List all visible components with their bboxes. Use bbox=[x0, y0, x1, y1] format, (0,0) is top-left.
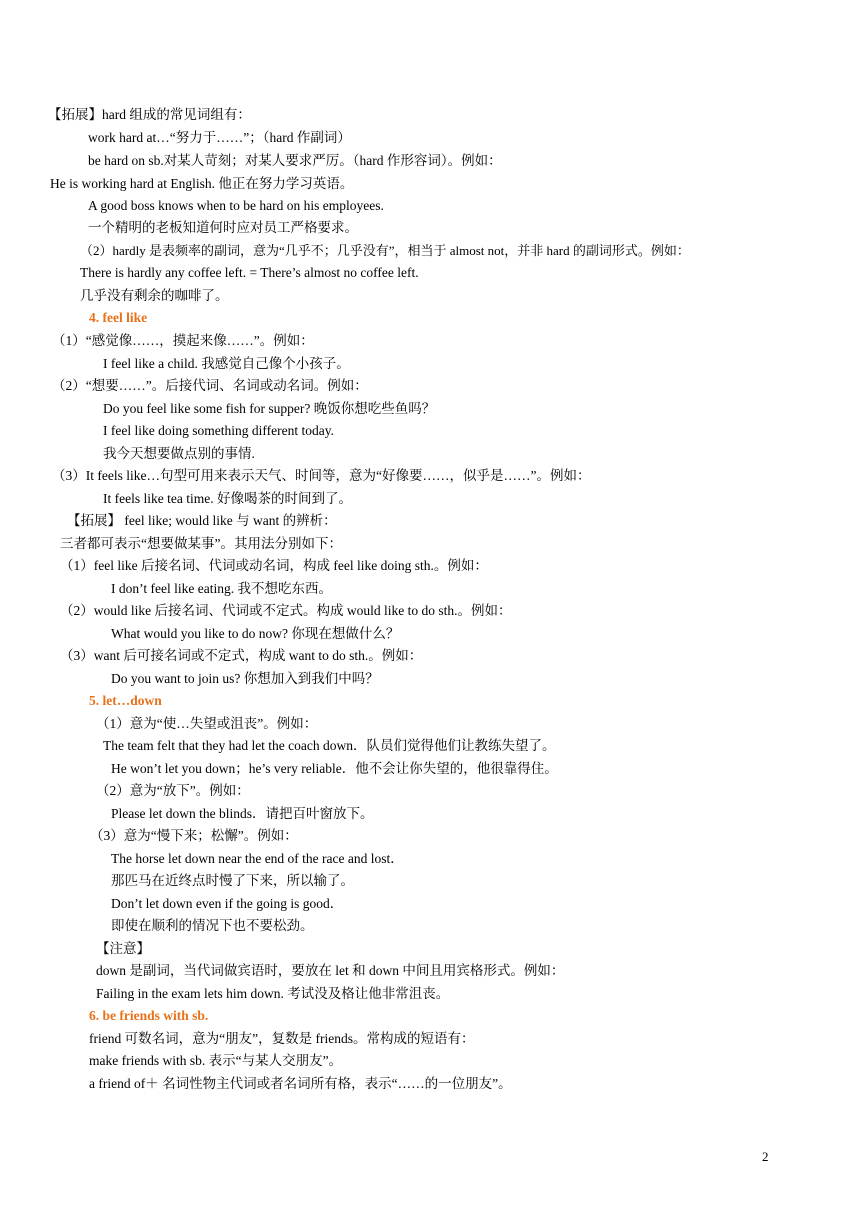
section-heading: 4. feel like bbox=[89, 310, 148, 325]
text-line: a friend of＋ 名词性物主代词或者名词所有格，表示“……的一位朋友”。 bbox=[89, 1076, 512, 1091]
text-line: I don’t feel like eating. 我不想吃东西。 bbox=[111, 581, 332, 596]
text-line: He won’t let you down；he’s very reliable．他不会让你失望的，他很靠得住。 bbox=[111, 761, 558, 776]
text-line: （2）意为“放下”。例如： bbox=[96, 783, 250, 798]
text-line: work hard at…“努力于……”；（hard 作副词） bbox=[88, 130, 351, 145]
text-line: I feel like doing something different today. bbox=[103, 423, 334, 438]
text-line: The horse let down near the end of the race and lost． bbox=[111, 851, 404, 866]
text-line: （2）“想要……”。后接代词、名词或动名词。例如： bbox=[52, 378, 368, 393]
text-line: 那匹马在近终点时慢了下来，所以输了。 bbox=[111, 873, 354, 888]
text-line: 即使在顺利的情况下也不要松劲。 bbox=[111, 918, 314, 933]
text-line: （3）It feels like…句型可用来表示天气、时间等，意为“好像要……，似乎是……”。例如： bbox=[52, 468, 591, 483]
text-line: （3）意为“慢下来；松懈”。例如： bbox=[90, 828, 298, 843]
text-line: It feels like tea time. 好像喝茶的时间到了。 bbox=[103, 491, 352, 506]
text-line: Failing in the exam lets him down. 考试没及格让他非常沮丧。 bbox=[96, 986, 450, 1001]
text-line: 我今天想要做点别的事情. bbox=[103, 446, 255, 461]
text-line: Do you want to join us? 你想加入到我们中吗？ bbox=[111, 671, 379, 686]
text-line: （2）would like 后接名词、代词或不定式。构成 would like to do sth.。例如： bbox=[60, 603, 512, 618]
text-line: Do you feel like some fish for supper? 晚饭你想吃些鱼吗？ bbox=[103, 401, 436, 416]
text-line: A good boss knows when to be hard on his employees. bbox=[88, 198, 384, 213]
text-line: 【拓展】 feel like; would like 与 want 的辨析： bbox=[67, 513, 337, 528]
text-line: He is working hard at English. 他正在努力学习英语。 bbox=[50, 176, 354, 191]
text-line: （1）“感觉像……，摸起来像……”。例如： bbox=[52, 333, 314, 348]
text-line: Don’t let down even if the going is good． bbox=[111, 896, 344, 911]
text-line: （2）hardly 是表频率的副词，意为“几乎不；几乎没有”，相当于 almost not，并非 hard 的副词形式。例如： bbox=[80, 243, 690, 258]
text-line: 【注意】 bbox=[96, 941, 150, 956]
text-line: Please let down the blinds．请把百叶窗放下。 bbox=[111, 806, 374, 821]
text-line: （3）want 后可接名词或不定式，构成 want to do sth.。例如： bbox=[60, 648, 423, 663]
text-line: be hard on sb.对某人苛刻；对某人要求严厉。（hard 作形容词）。例如： bbox=[88, 153, 502, 168]
text-line: （1）feel like 后接名词、代词或动名词，构成 feel like doing sth.。例如： bbox=[60, 558, 488, 573]
text-line: I feel like a child. 我感觉自己像个小孩子。 bbox=[103, 356, 350, 371]
text-line: What would you like to do now? 你现在想做什么？ bbox=[111, 626, 400, 641]
text-line: 一个精明的老板知道何时应对员工严格要求。 bbox=[88, 220, 358, 235]
section-heading: 5. let…down bbox=[89, 693, 162, 708]
text-line: There is hardly any coffee left. = There’s almost no coffee left. bbox=[80, 265, 419, 280]
text-line: 三者都可表示“想要做某事”。其用法分别如下： bbox=[60, 536, 342, 551]
text-line: down 是副词，当代词做宾语时，要放在 let 和 down 中间且用宾格形式。例如： bbox=[96, 963, 565, 978]
text-line: 几乎没有剩余的咖啡了。 bbox=[80, 288, 229, 303]
text-line: （1）意为“使…失望或沮丧”。例如： bbox=[96, 716, 318, 731]
text-line: friend 可数名词，意为“朋友”，复数是 friends。常构成的短语有： bbox=[89, 1031, 475, 1046]
text-line: The team felt that they had let the coach down．队员们觉得他们让教练失望了。 bbox=[103, 738, 556, 753]
text-line: make friends with sb. 表示“与某人交朋友”。 bbox=[89, 1053, 343, 1068]
text-line: 【拓展】hard 组成的常见词组有： bbox=[48, 107, 251, 122]
page-number: 2 bbox=[762, 1149, 769, 1164]
section-heading: 6. be friends with sb. bbox=[89, 1008, 209, 1023]
